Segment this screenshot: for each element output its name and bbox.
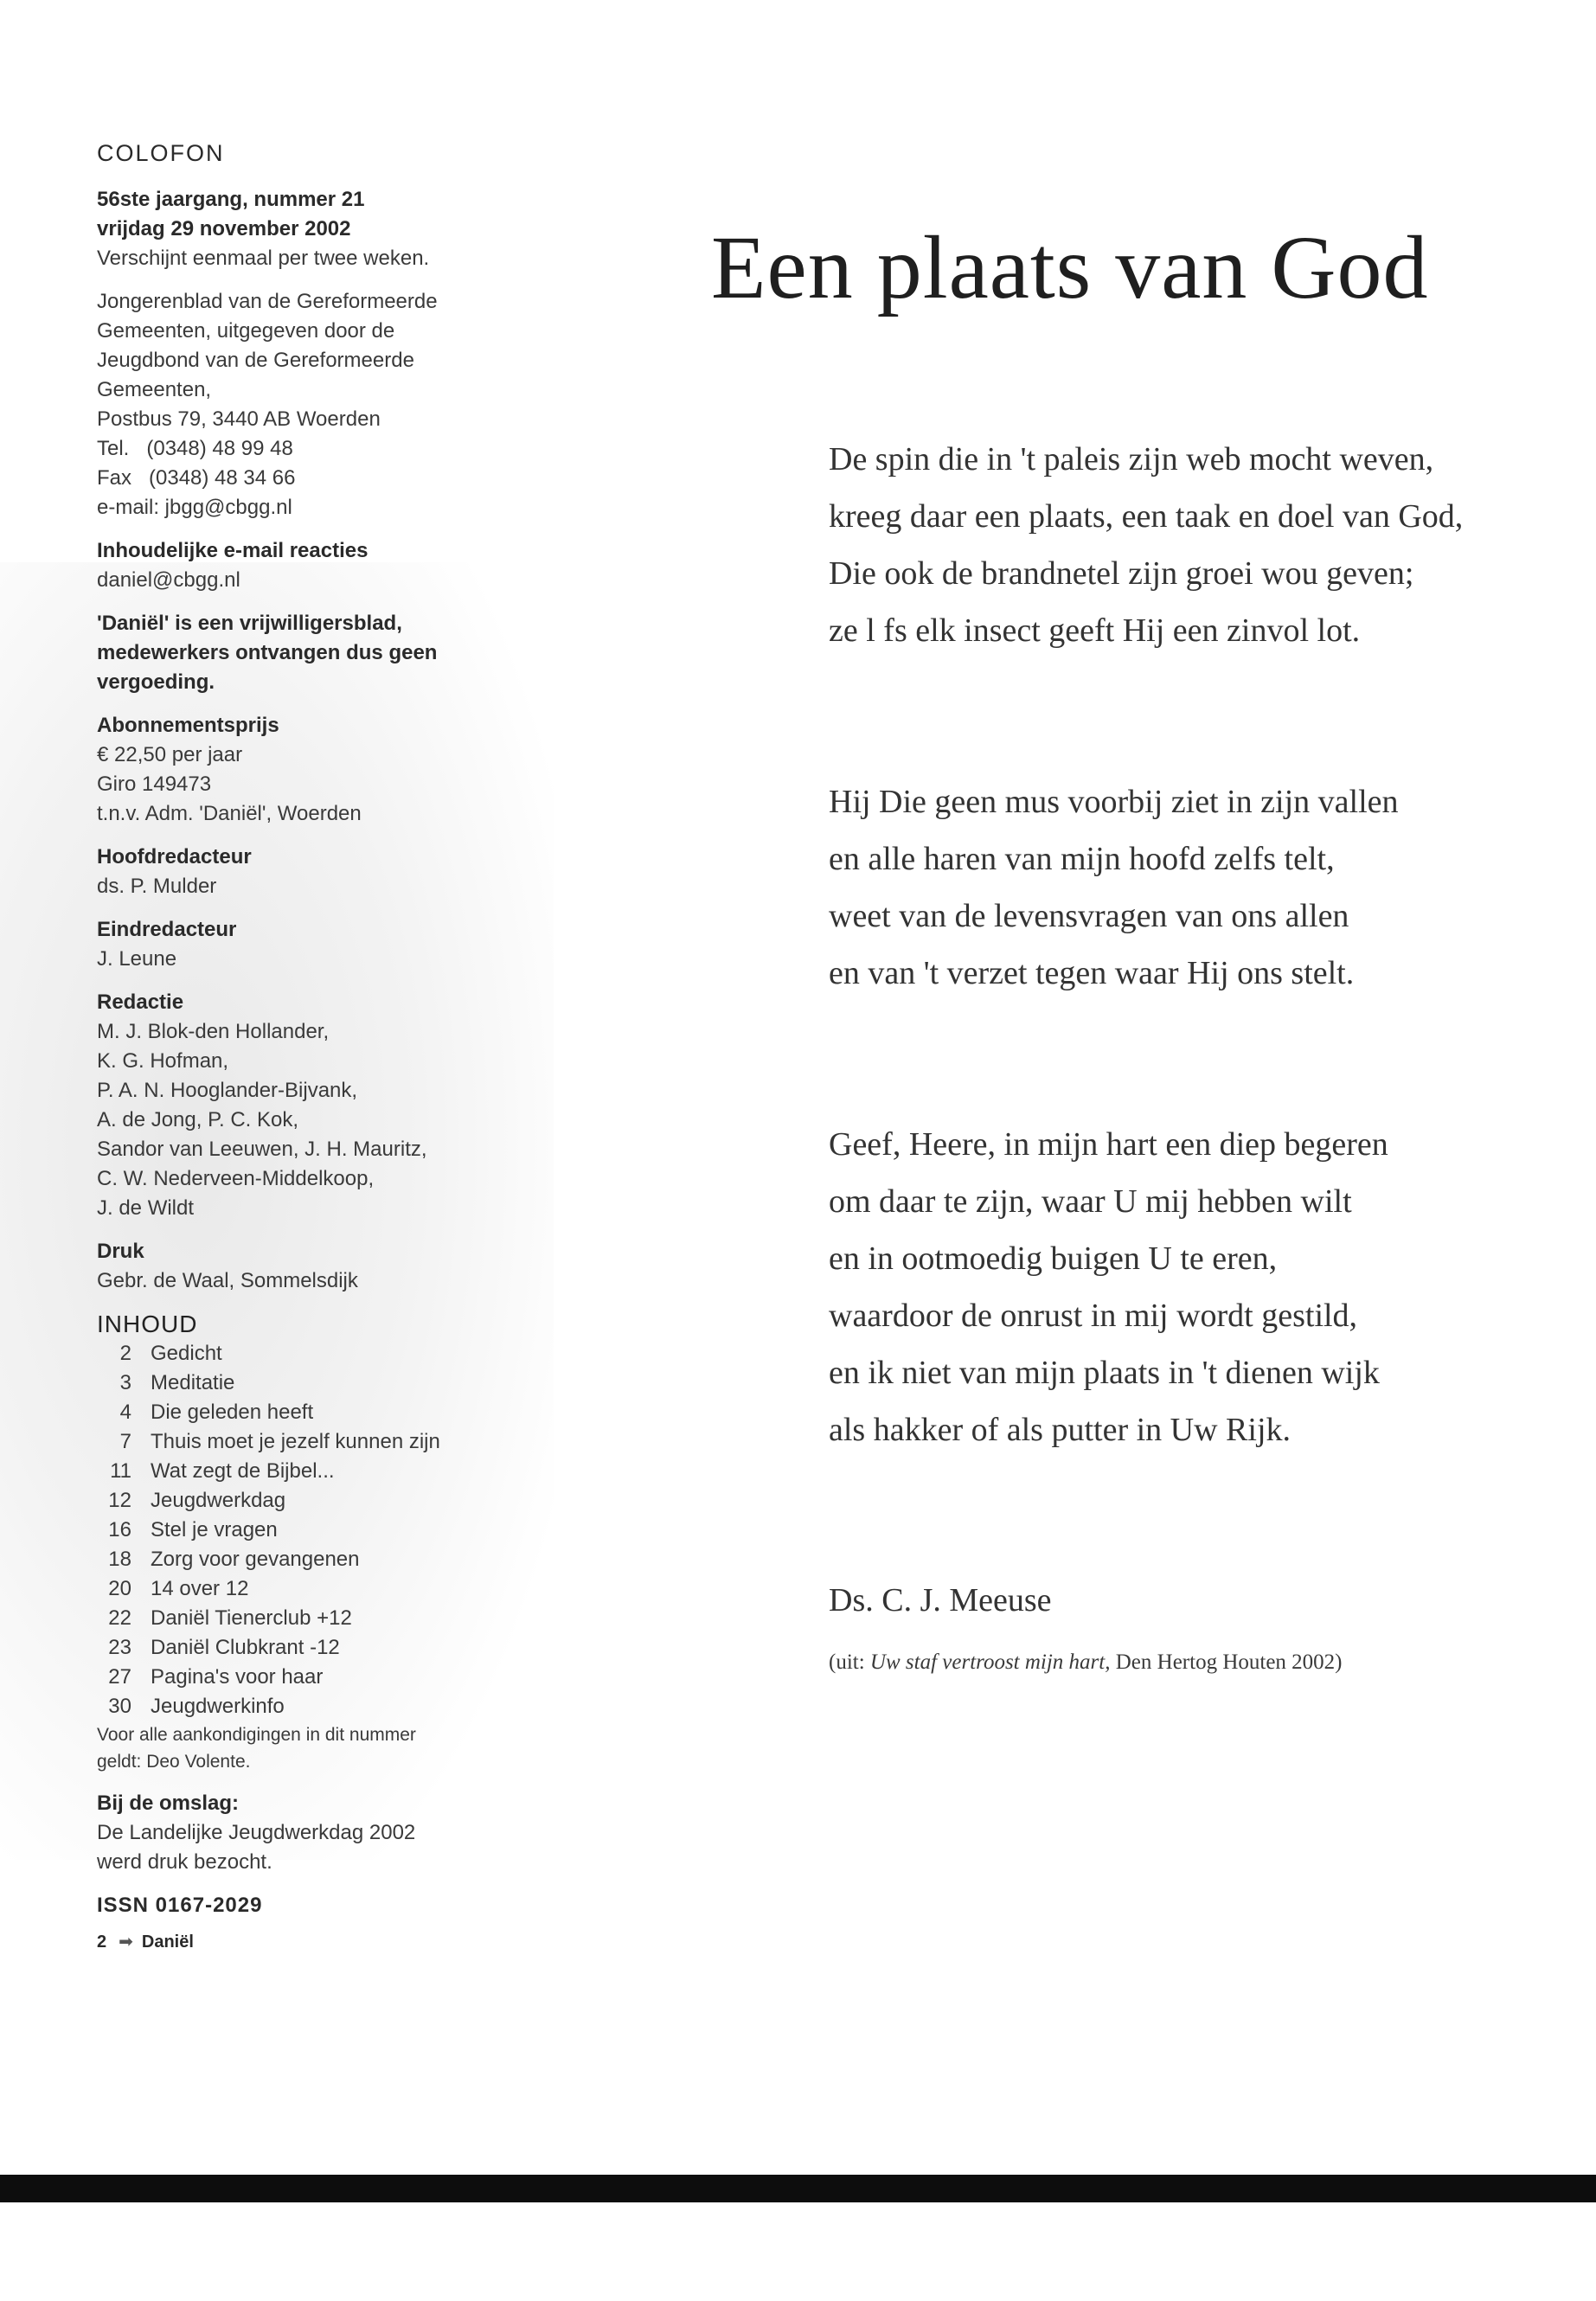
- vrijwilligers-block: [97, 609, 503, 697]
- toc-page: 18: [108, 1548, 131, 1571]
- source-prefix: (uit:: [829, 1650, 865, 1674]
- source-book-title: Uw staf vertroost mijn hart,: [869, 1650, 1111, 1674]
- redactie-block: [97, 988, 503, 1223]
- toc-title: Daniël Clubkrant -12: [151, 1636, 340, 1659]
- publisher-block: [97, 287, 503, 522]
- toc-title: Zorg voor gevangenen: [151, 1548, 360, 1571]
- toc-page: 16: [108, 1518, 131, 1541]
- redactie-label: Redactie: [97, 990, 184, 1014]
- poem-line: Hij Die geen mus voorbij ziet in zijn vallen: [829, 784, 1399, 820]
- poem-line: waardoor de onrust in mij wordt gestild,: [829, 1298, 1358, 1334]
- redactie-member: M. J. Blok-den Hollander,: [97, 1020, 330, 1043]
- redactie-member: J. de Wildt: [97, 1196, 195, 1220]
- druk-label: Druk: [97, 1240, 144, 1263]
- omslag-label: Bij de omslag:: [97, 1791, 240, 1815]
- toc-title: Wat zegt de Bijbel...: [151, 1459, 335, 1483]
- toc-title: Meditatie: [151, 1371, 235, 1394]
- publisher-line: Jeugdbond van de Gereformeerde: [97, 349, 414, 372]
- poem-stanza: [829, 431, 1555, 659]
- eindredacteur-block: [97, 915, 503, 974]
- inhoud-note: Voor alle aankondigingen in dit nummer: [97, 1725, 416, 1745]
- phone-number: Tel. (0348) 48 99 48: [97, 437, 293, 460]
- toc-page: 23: [108, 1636, 131, 1659]
- folio-page-number: 2: [97, 1932, 107, 1952]
- abonnement-tnv: t.n.v. Adm. 'Daniël', Woerden: [97, 802, 362, 825]
- poem-line: Die ook de brandnetel zijn groei wou geven;: [829, 555, 1414, 592]
- email-reacties-label: Inhoudelijke e-mail reacties: [97, 539, 369, 562]
- druk-block: [97, 1237, 503, 1296]
- toc-title: Pagina's voor haar: [151, 1665, 324, 1689]
- page-bottom-edge: [0, 2175, 1596, 2202]
- redactie-member: A. de Jong, P. C. Kok,: [97, 1108, 299, 1131]
- toc-page: 7: [119, 1430, 131, 1453]
- poem-line: Geef, Heere, in mijn hart een diep begeren: [829, 1126, 1388, 1163]
- toc-item: [97, 1574, 503, 1604]
- poem-line: weet van de levensvragen van ons allen: [829, 898, 1349, 934]
- toc-item: [97, 1339, 503, 1368]
- postal-address: Postbus 79, 3440 AB Woerden: [97, 407, 381, 431]
- toc-page: 11: [110, 1459, 131, 1483]
- toc-title: Gedicht: [151, 1342, 222, 1365]
- druk-value: Gebr. de Waal, Sommelsdijk: [97, 1269, 358, 1292]
- source-publisher: Den Hertog Houten 2002): [1115, 1650, 1343, 1674]
- toc-page: 12: [108, 1489, 131, 1512]
- eindredacteur-label: Eindredacteur: [97, 918, 237, 941]
- publisher-line: Gemeenten,: [97, 378, 212, 401]
- publisher-line: Gemeenten, uitgegeven door de: [97, 319, 395, 343]
- vrijwilligers-line: 'Daniël' is een vrijwilligersblad,: [97, 612, 402, 635]
- eindredacteur-name: J. Leune: [97, 947, 177, 971]
- omslag-text: De Landelijke Jeugdwerkdag 2002: [97, 1821, 416, 1844]
- toc-item: [97, 1516, 503, 1545]
- toc-page: 22: [108, 1606, 131, 1630]
- abonnement-label: Abonnementsprijs: [97, 714, 279, 737]
- toc-item: [97, 1633, 503, 1663]
- abonnement-giro: Giro 149473: [97, 772, 212, 796]
- toc-page: 30: [108, 1695, 131, 1718]
- redactie-member: Sandor van Leeuwen, J. H. Mauritz,: [97, 1138, 427, 1161]
- toc-item: [97, 1398, 503, 1427]
- toc-item: [97, 1427, 503, 1457]
- poem-line: als hakker of als putter in Uw Rijk.: [829, 1412, 1292, 1448]
- poem-stanza: [829, 1116, 1555, 1458]
- poem-line: ze l fs elk insect geeft Hij een zinvol lot.: [829, 612, 1361, 649]
- inhoud-note: geldt: Deo Volente.: [97, 1752, 251, 1772]
- poem-body: [829, 431, 1555, 1573]
- toc-page: 20: [108, 1577, 131, 1600]
- hoofdredacteur-block: [97, 843, 503, 901]
- poem-author: Ds. C. J. Meeuse: [829, 1582, 1052, 1618]
- folio-magazine-name: Daniël: [141, 1932, 194, 1952]
- toc-page: 3: [119, 1371, 131, 1394]
- toc-page: 4: [119, 1400, 131, 1424]
- abonnement-block: [97, 711, 503, 829]
- omslag-text: werd druk bezocht.: [97, 1850, 272, 1874]
- toc-item: [97, 1545, 503, 1574]
- poem-title: Een plaats van God: [711, 218, 1429, 317]
- redactie-member: C. W. Nederveen-Middelkoop,: [97, 1167, 375, 1190]
- poem-stanza: [829, 773, 1555, 1002]
- toc-title: Daniël Tienerclub +12: [151, 1606, 352, 1630]
- poem-line: De spin die in 't paleis zijn web mocht weven,: [829, 441, 1434, 478]
- toc-page: 2: [119, 1342, 131, 1365]
- abonnement-price: € 22,50 per jaar: [97, 743, 243, 766]
- toc-title: Jeugdwerkinfo: [151, 1695, 285, 1718]
- fax-number: Fax (0348) 48 34 66: [97, 466, 296, 490]
- inhoud-title: INHOUD: [97, 1311, 198, 1337]
- poem-line: en in ootmoedig buigen U te eren,: [829, 1240, 1278, 1277]
- toc-title: Die geleden heeft: [151, 1400, 314, 1424]
- issn-number: ISSN 0167-2029: [97, 1894, 263, 1917]
- arrow-icon: ➡: [119, 1932, 133, 1952]
- toc-item: [97, 1692, 503, 1721]
- email-reacties-value: daniel@cbgg.nl: [97, 568, 240, 592]
- colofon-heading: COLOFON: [97, 140, 225, 166]
- toc-item: [97, 1663, 503, 1692]
- inhoud-block: [97, 1310, 503, 1775]
- redactie-member: K. G. Hofman,: [97, 1049, 229, 1073]
- toc-title: 14 over 12: [151, 1577, 249, 1600]
- poem-line: en van 't verzet tegen waar Hij ons stelt.: [829, 955, 1355, 991]
- poem-source: [829, 1650, 1343, 1675]
- redactie-member: P. A. N. Hooglander-Bijvank,: [97, 1079, 358, 1102]
- issn-block: [97, 1891, 503, 1957]
- email-reacties-block: [97, 536, 503, 595]
- issue-frequency: Verschijnt eenmaal per twee weken.: [97, 247, 430, 270]
- toc-item: [97, 1486, 503, 1516]
- toc-title: Stel je vragen: [151, 1518, 278, 1541]
- hoofdredacteur-name: ds. P. Mulder: [97, 875, 217, 898]
- poem-line: en ik niet van mijn plaats in 't dienen wijk: [829, 1355, 1380, 1391]
- issue-volume: 56ste jaargang, nummer 21: [97, 188, 365, 211]
- toc-title: Jeugdwerkdag: [151, 1489, 286, 1512]
- poem-line: en alle haren van mijn hoofd zelfs telt,: [829, 841, 1335, 877]
- toc-title: Thuis moet je jezelf kunnen zijn: [151, 1430, 440, 1453]
- toc-item: [97, 1604, 503, 1633]
- omslag-block: [97, 1789, 503, 1877]
- toc-item: [97, 1457, 503, 1486]
- toc-item: [97, 1368, 503, 1398]
- poem-line: kreeg daar een plaats, een taak en doel van God,: [829, 498, 1464, 535]
- toc-page: 27: [108, 1665, 131, 1689]
- colofon-column: [97, 138, 503, 1971]
- vrijwilligers-line: medewerkers ontvangen dus geen: [97, 641, 438, 664]
- issue-date: vrijdag 29 november 2002: [97, 217, 351, 240]
- hoofdredacteur-label: Hoofdredacteur: [97, 845, 252, 868]
- issue-block: [97, 185, 503, 273]
- page-folio: [97, 1927, 503, 1957]
- publisher-line: Jongerenblad van de Gereformeerde: [97, 290, 438, 313]
- vrijwilligers-line: vergoeding.: [97, 670, 215, 694]
- email-address: e-mail: jbgg@cbgg.nl: [97, 496, 292, 519]
- poem-line: om daar te zijn, waar U mij hebben wilt: [829, 1183, 1352, 1220]
